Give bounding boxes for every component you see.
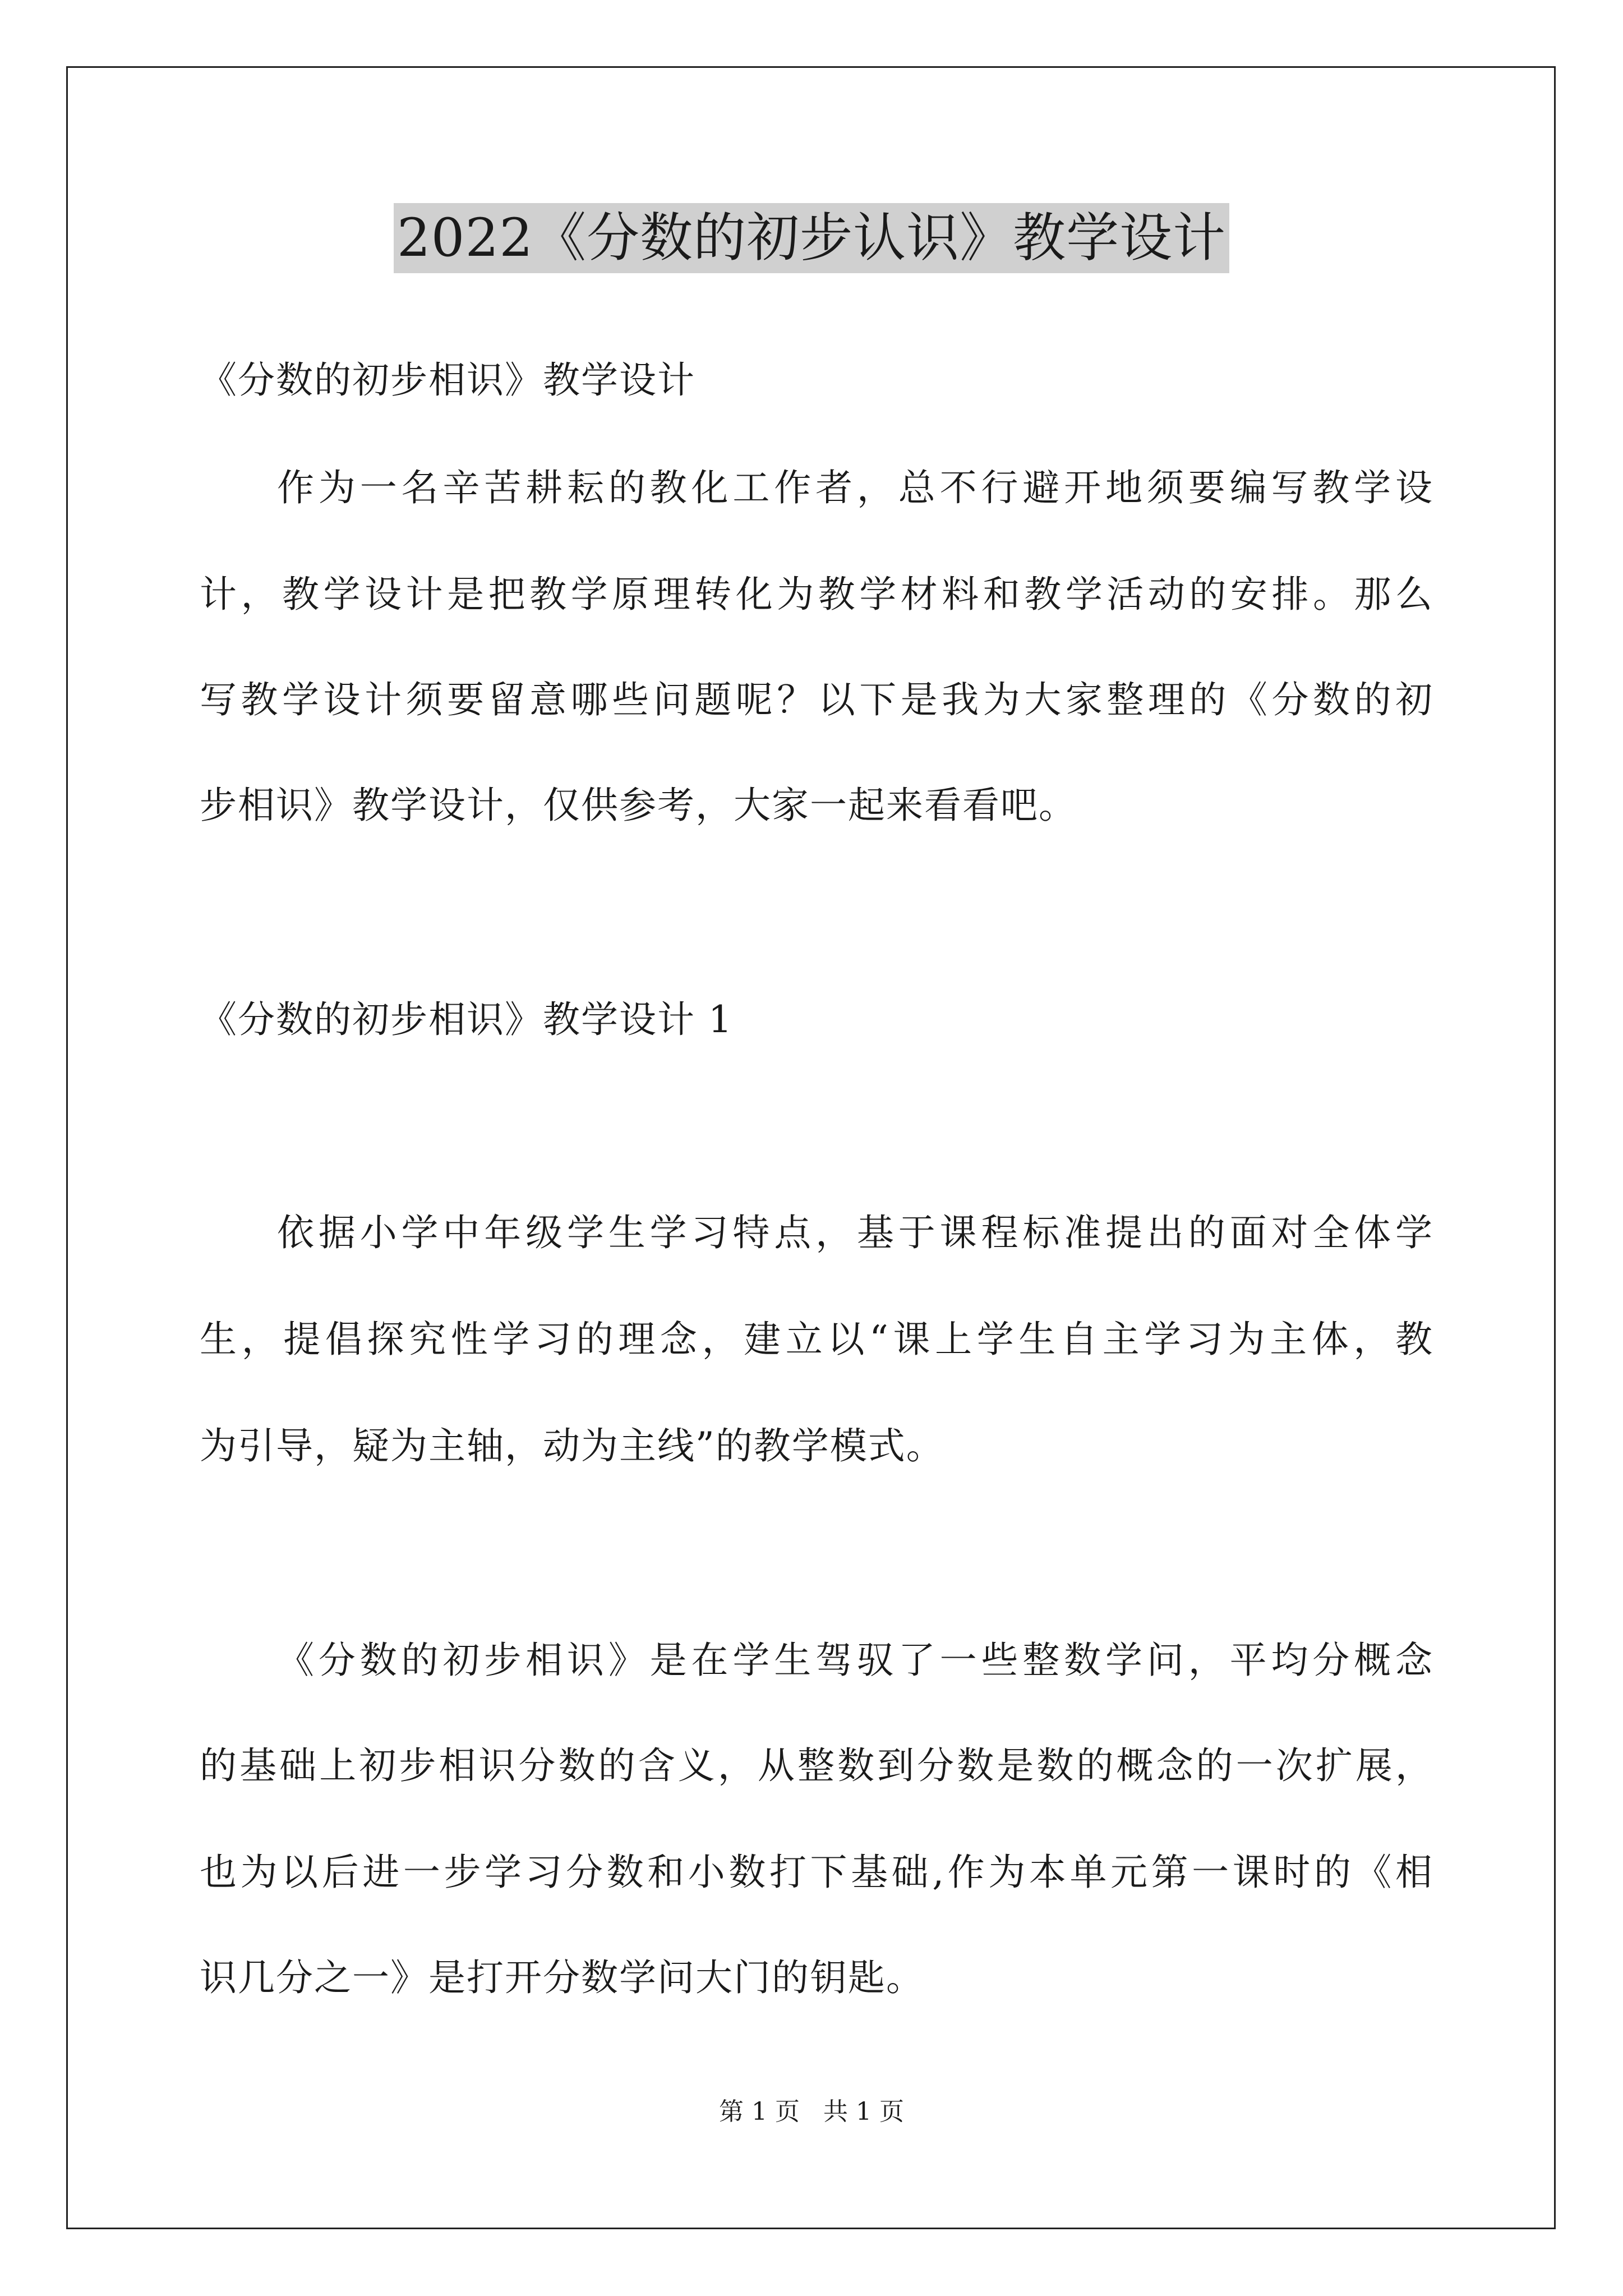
document-title (0, 199, 1623, 278)
document-subtitle: 《分数的初步相识》教学设计 (200, 358, 695, 402)
intro-line-3: 写教学设计须要留意哪些问题呢？以下是我为大家整理的《分数的初 (200, 678, 1433, 721)
section-heading: 《分数的初步相识》教学设计 1 (200, 998, 733, 1041)
paragraph2-line-2: 的基础上初步相识分数的含义，从整数到分数是数的概念的一次扩展， (200, 1744, 1433, 1787)
intro-line-1: 作为一名辛苦耕耘的教化工作者，总不行避开地须要编写教学设 (277, 466, 1433, 509)
paragraph1-line-3: 为引导，疑为主轴，动为主线”的教学模式。 (200, 1424, 944, 1467)
paragraph1-line-1: 依据小学中年级学生学习特点，基于课程标准提出的面对全体学 (277, 1211, 1433, 1254)
page-number: 第 1 页 (719, 2097, 800, 2126)
intro-line-4: 步相识》教学设计，仅供参考，大家一起来看看吧。 (200, 784, 1077, 827)
paragraph2-line-4: 识几分之一》是打开分数学问大门的钥匙。 (200, 1956, 924, 1999)
paragraph2-line-3: 也为以后进一步学习分数和小数打下基础,作为本单元第一课时的《相 (200, 1851, 1433, 1894)
total-pages: 共 1 页 (823, 2097, 904, 2126)
document-title-text: 2022《分数的初步认识》教学设计 (394, 203, 1229, 273)
intro-line-2: 计，教学设计是把教学原理转化为教学材料和教学活动的安排。那么 (200, 573, 1433, 616)
page-footer (0, 2095, 1623, 2129)
paragraph1-line-2: 生，提倡探究性学习的理念，建立以“课上学生自主学习为主体，教 (200, 1318, 1433, 1361)
paragraph2-line-1: 《分数的初步相识》是在学生驾驭了一些整数学问，平均分概念 (277, 1639, 1433, 1682)
